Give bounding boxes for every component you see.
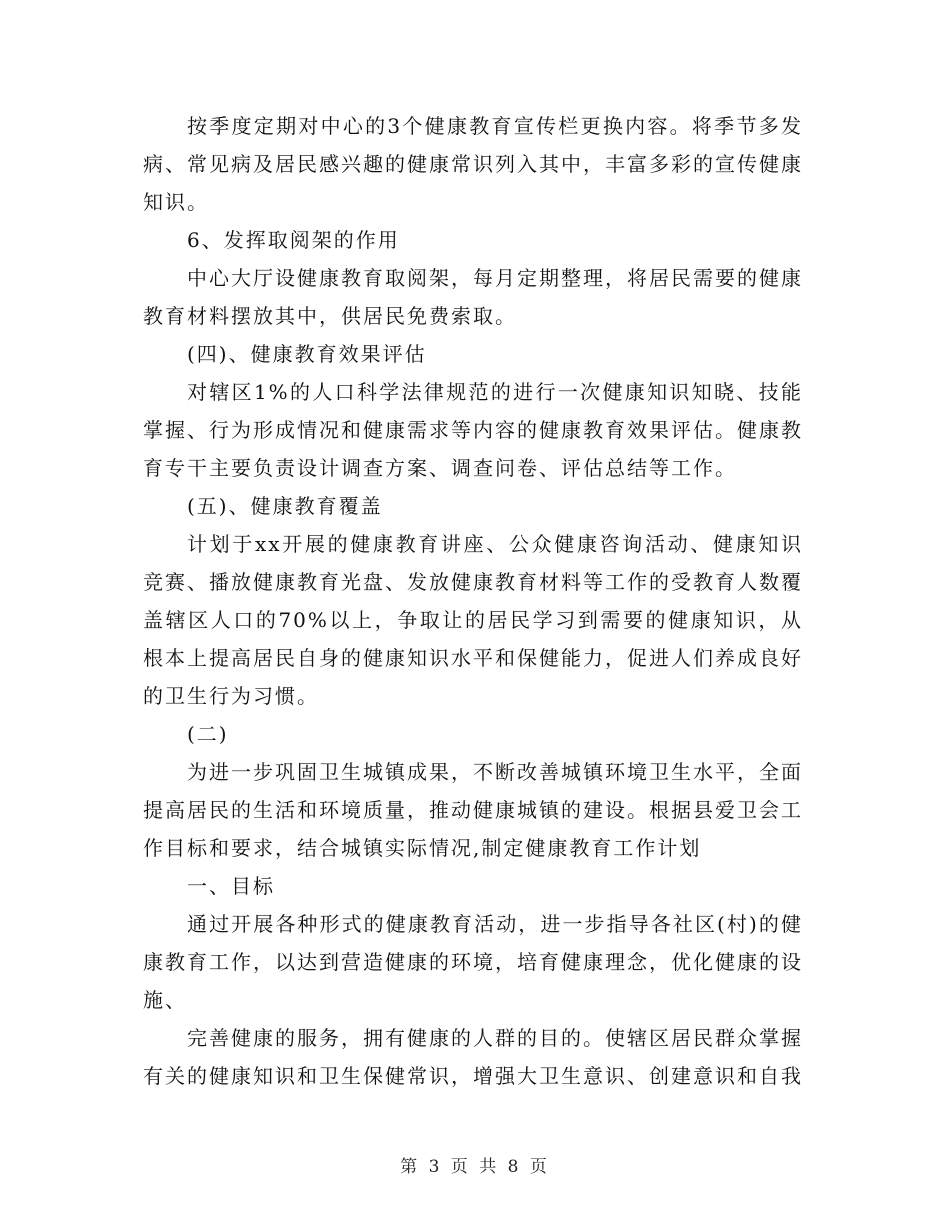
- heading-effect-evaluation: (四)、健康教育效果评估: [187, 342, 427, 366]
- document-body: [143, 107, 803, 1095]
- paragraph-goals-2: 完善健康的服务，拥有健康的人群的目的。使辖区居民群众掌握有关的健康知识和卫生保健常识，增强大卫生意识、创建意识和自我: [143, 1026, 803, 1088]
- paragraph-coverage: 计划于xx开展的健康教育讲座、公众健康咨询活动、健康知识竞赛、播放健康教育光盘、发放健康教育材料等工作的受教育人数覆盖辖区人口的70%以上，争取让的居民学习到需要的健康知识，从根本上提高居民自身的健康知识水平和保健能力，促进人们养成良好的卫生行为习惯。: [143, 532, 803, 708]
- heading-section-two: (二): [187, 722, 229, 746]
- paragraph-goals-1: 通过开展各种形式的健康教育活动，进一步指导各社区(村)的健康教育工作，以达到营造健康的环境，培育健康理念，优化健康的设施、: [143, 912, 803, 1012]
- page-footer: [0, 1152, 950, 1177]
- paragraph-intro: 为进一步巩固卫生城镇成果，不断改善城镇环境卫生水平，全面提高居民的生活和环境质量，推动健康城镇的建设。根据县爱卫会工作目标和要求，结合城镇实际情况,制定健康教育工作计划: [143, 760, 803, 860]
- paragraph-effect-evaluation: 对辖区1%的人口科学法律规范的进行一次健康知识知晓、技能掌握、行为形成情况和健康需求等内容的健康教育效果评估。健康教育专干主要负责设计调查方案、调查问卷、评估总结等工作。: [143, 380, 803, 480]
- heading-coverage: (五)、健康教育覆盖: [187, 494, 383, 518]
- page-number-label: 第 3 页 共 8 页: [400, 1157, 550, 1177]
- paragraph-reading-rack: 中心大厅设健康教育取阅架，每月定期整理，将居民需要的健康教育材料摆放其中，供居民免费索取。: [143, 266, 803, 328]
- heading-goals: 一、目标: [187, 874, 275, 898]
- heading-reading-rack: 6、发挥取阅架的作用: [187, 228, 400, 252]
- paragraph-seasonal-bulletin: 按季度定期对中心的3个健康教育宣传栏更换内容。将季节多发病、常见病及居民感兴趣的健康常识列入其中，丰富多彩的宣传健康知识。: [143, 114, 803, 214]
